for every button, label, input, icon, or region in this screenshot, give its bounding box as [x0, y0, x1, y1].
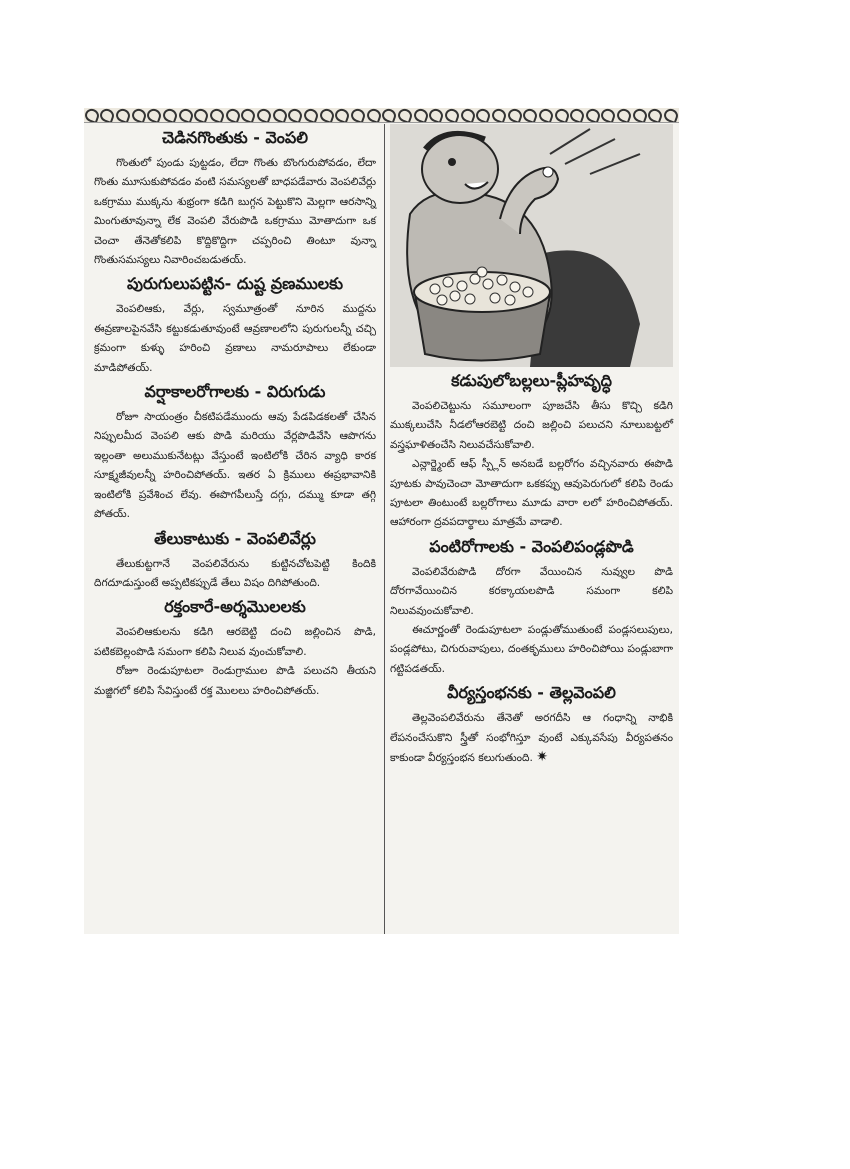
section-paragraph: [390, 709, 673, 768]
section-heading: తేలుకాటుకు - వెంపలివేర్లు: [154, 528, 316, 548]
section-paragraph: ఈచూర్ణంతో రెండుపూటలా పండ్లుతోముతుంటే పండ్లసలుపులు, పండ్లపోటు, చిగురువాపులు, దంతకృములు హరించిపోయి పండ్లుబాగా గట్టిపడతయ్.: [390, 624, 673, 675]
section-heading: రక్తంకారే-అర్శమొలలకు: [164, 597, 306, 617]
end-star-icon: ✷: [536, 749, 549, 766]
article-section: [94, 382, 376, 524]
section-heading: చెడినగొంతుకు - వెంపలి: [161, 128, 309, 147]
section-heading: పంటిరోగాలకు - వెంపలిపండ్లపొడి: [429, 536, 634, 556]
man-eating-popcorn-illustration: [390, 124, 673, 367]
paragraph-text: తెల్లవెంపలివేరును తేనెతో అరగదీసి ఆ గంధాన్ని నాభికి లేపనంచేసుకొని స్త్రీతో సంభోగిస్తూ వుంటే ఎక్కువసేపు వీర్యపతనం కాకుండా వీర్యస్తంభన కలుగుతుంది.: [390, 712, 673, 765]
section-paragraph: వెంపలిఆకు, వేర్లు, స్వమూత్రంతో నూరిన ముద్దను ఈవ్రణాలపైనవేసి కట్టుకడుతూవుంటే ఆవ్రణాలలోని పురుగులన్నీ చచ్చి క్రమంగా కుళ్ళు హరించి వ్రణాలు నామరూపాలు లేకుండా మాడిపోతయ్.: [94, 303, 376, 374]
section-heading: వీర్యస్తంభనకు - తెల్లవెంపలి: [447, 683, 616, 703]
cartoon-drawing: [390, 124, 673, 367]
article-section: [390, 371, 673, 533]
section-paragraph: తేలుకుట్టగానే వెంపలివేరును కుట్టినచోటపెట్టి కిందికి దిగదూడుస్తుంటే అప్పటికప్పుడే తేలు విషం దిగిపోతుంది.: [94, 557, 376, 589]
article-section: [94, 529, 376, 594]
section-paragraph: వెంపలివేరుపొడి దోరగా వేయించిన నువ్వుల పొడి దోరగావేయించిన కరక్కాయలపొడి సమంగా కలిపి నిలువవుంచుకోవాలి.: [390, 565, 673, 617]
section-heading: కడుపులోబల్లలు-ప్లీహవృద్ధి: [451, 371, 612, 390]
section-paragraph: వెంపలిఆకులను కడిగి ఆరబెట్టి దంచి జల్లించిన పొడి, పటికబెల్లంపొడి సమంగా కలిపి నిలువ వుంచుకోవాలి.: [94, 626, 376, 658]
article-section: [390, 683, 673, 768]
article-section: [94, 128, 376, 270]
article-section: [390, 537, 673, 679]
article-section: [94, 597, 376, 701]
article-section: [94, 274, 376, 378]
decorative-border: [84, 108, 679, 123]
section-paragraph: గొంతులో పుండు పుట్టడం, లేదా గొంతు బొంగురుపోవడం, లేదా గొంతు మూసుకుపోవడం వంటి సమస్యలతో బాధపడేవారు వెంపలివేర్లు ఒకగ్రాము ముక్కను శుభ్రంగా కడిగి బుగ్గన పెట్టుకొని మెల్లగా ఆరసాన్ని మింగుతూవున్నా లేక వెంపలి వేరుపొడి ఒకగ్రాము మోతాదుగా ఒక చెంచా తేనెతోకలిపి కొద్దికొద్దిగా చప్పరించి తింటూ వున్నా గొంతుసమస్యలు నివారించబడుతయ్.: [94, 157, 376, 267]
right-column: [390, 124, 673, 773]
section-paragraph: వెంపలిచెట్టును సమూలంగా పూజచేసి తీసు కొచ్చి కడిగి ముక్కలుచేసి నీడలోఆరబెట్టి దంచి జల్లించి పలుచని నూలుబట్టలో వస్త్రఘాళితంచేసి నిలువచేసుకోవాలి.: [390, 400, 673, 451]
newspaper-page: [84, 108, 679, 934]
section-paragraph: ఎన్లార్జ్మెంట్ ఆఫ్ స్ప్లీన్ అనబడే బల్లరోగం వచ్చినవారు ఈపొడి పూటకు పావుచెంచా మోతాదుగా ఒకకప్పు ఆవుపెరుగులో కలిపి రెండు పూటలా తింటుంటే బల్లరోగాలు మూడు వారా లలో హరించిపోతయ్. ఆహారంగా ద్రవపదార్థాలు మాత్రమే వాడాలి.: [390, 458, 673, 529]
section-paragraph: రోజూ రెండుపూటలా రెండుగ్రాముల పొడి పలుచని తీయని మజ్జిగలో కలిపి సేవిస్తుంటే రక్త మొలలు హరించిపోతయ్.: [94, 665, 376, 697]
section-paragraph: రోజూ సాయంత్రం చీకటిపడేముందు ఆవు పేడపిడకలతో చేసిన నిప్పులమీద వెంపలి ఆకు పొడి మరియు వేర్లపొడివేసి ఆపొగను ఇల్లంతా అలుముకునేటట్లు వేస్తుంటే ఇంటిలోకి చేరిన వ్యాధి కారక సూక్ష్మజీవులన్నీ హరించిపోతయ్. ఇతర ఏ క్రిములు ఈప్రభావానికి ఇంటిలోకి ప్రవేశించ లేవు. ఈపొగపీలుస్తే దగ్గు, దమ్ము కూడా తగ్గి పోతయ్.: [94, 411, 376, 521]
left-column: [94, 124, 376, 705]
section-heading: వర్షాకాలరోగాలకు - విరుగుడు: [144, 382, 326, 402]
column-divider: [384, 124, 385, 934]
section-heading: పురుగులుపట్టిన- దుష్ట వ్రణములకు: [126, 274, 343, 294]
